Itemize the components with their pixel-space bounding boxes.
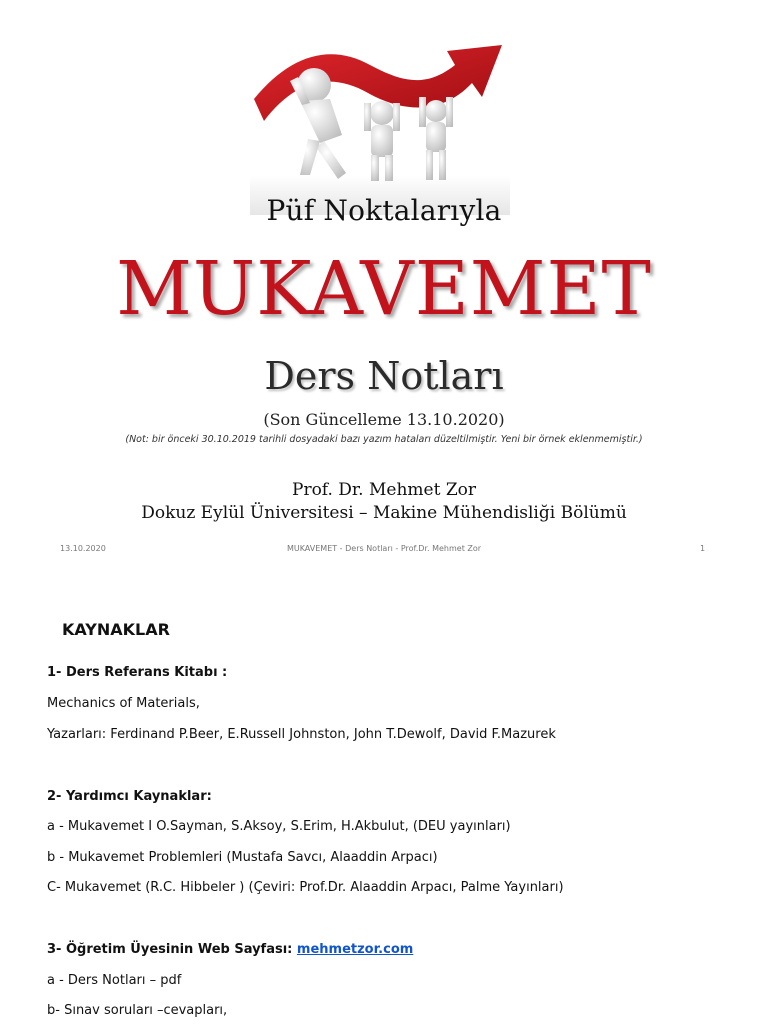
figure-right-icon <box>419 97 453 180</box>
section1-line-2: Yazarları: Ferdinand P.Beer, E.Russell Johnston, John T.Dewolf, David F.Mazurek <box>47 727 556 742</box>
footer-center: MUKAVEMET - Ders Notları - Prof.Dr. Mehmet Zor <box>286 544 482 553</box>
section3-title-row <box>47 942 413 957</box>
author-affiliation: Dokuz Eylül Üniversitesi – Makine Mühendisliği Bölümü <box>141 503 627 523</box>
hero-illustration <box>250 25 510 215</box>
section2-line-2: b - Mukavemet Problemleri (Mustafa Savcı, Alaaddin Arpacı) <box>47 850 438 865</box>
references-heading: KAYNAKLAR <box>62 620 170 639</box>
update-line: (Son Güncelleme 13.10.2020) <box>263 410 505 429</box>
footer-page-number: 1 <box>700 544 706 553</box>
section1-title: 1- Ders Referans Kitabı : <box>47 665 228 680</box>
main-title: MUKAVEMET <box>116 246 652 332</box>
section2-line-3: C- Mukavemet (R.C. Hibbeler ) (Çeviri: Prof.Dr. Alaaddin Arpacı, Palme Yayınları) <box>47 880 564 895</box>
section3-title: 3- Öğretim Üyesinin Web Sayfası: <box>47 942 297 957</box>
section1-line-1: Mechanics of Materials, <box>47 696 200 711</box>
footer-date: 13.10.2020 <box>60 544 106 553</box>
section2-title: 2- Yardımcı Kaynaklar: <box>47 789 212 804</box>
section3-line-1: a - Ders Notları – pdf <box>47 973 182 988</box>
author-name: Prof. Dr. Mehmet Zor <box>292 480 476 500</box>
section2-line-1: a - Mukavemet I O.Sayman, S.Aksoy, S.Erim, H.Akbulut, (DEU yayınları) <box>47 819 511 834</box>
note-line: (Not: bir önceki 30.10.2019 tarihli dosyadaki bazı yazım hataları düzeltilmiştir. Yeni bir örnek eklenmemiştir.) <box>125 434 643 445</box>
section3-line-2: b- Sınav soruları –cevapları, <box>47 1003 228 1018</box>
subtitle-top: Püf Noktalarıyla <box>266 194 502 227</box>
figure-left-icon <box>290 68 346 179</box>
figure-middle-icon <box>364 101 400 181</box>
notes-title: Ders Notları <box>264 354 504 398</box>
website-link[interactable]: mehmetzor.com <box>296 942 414 957</box>
